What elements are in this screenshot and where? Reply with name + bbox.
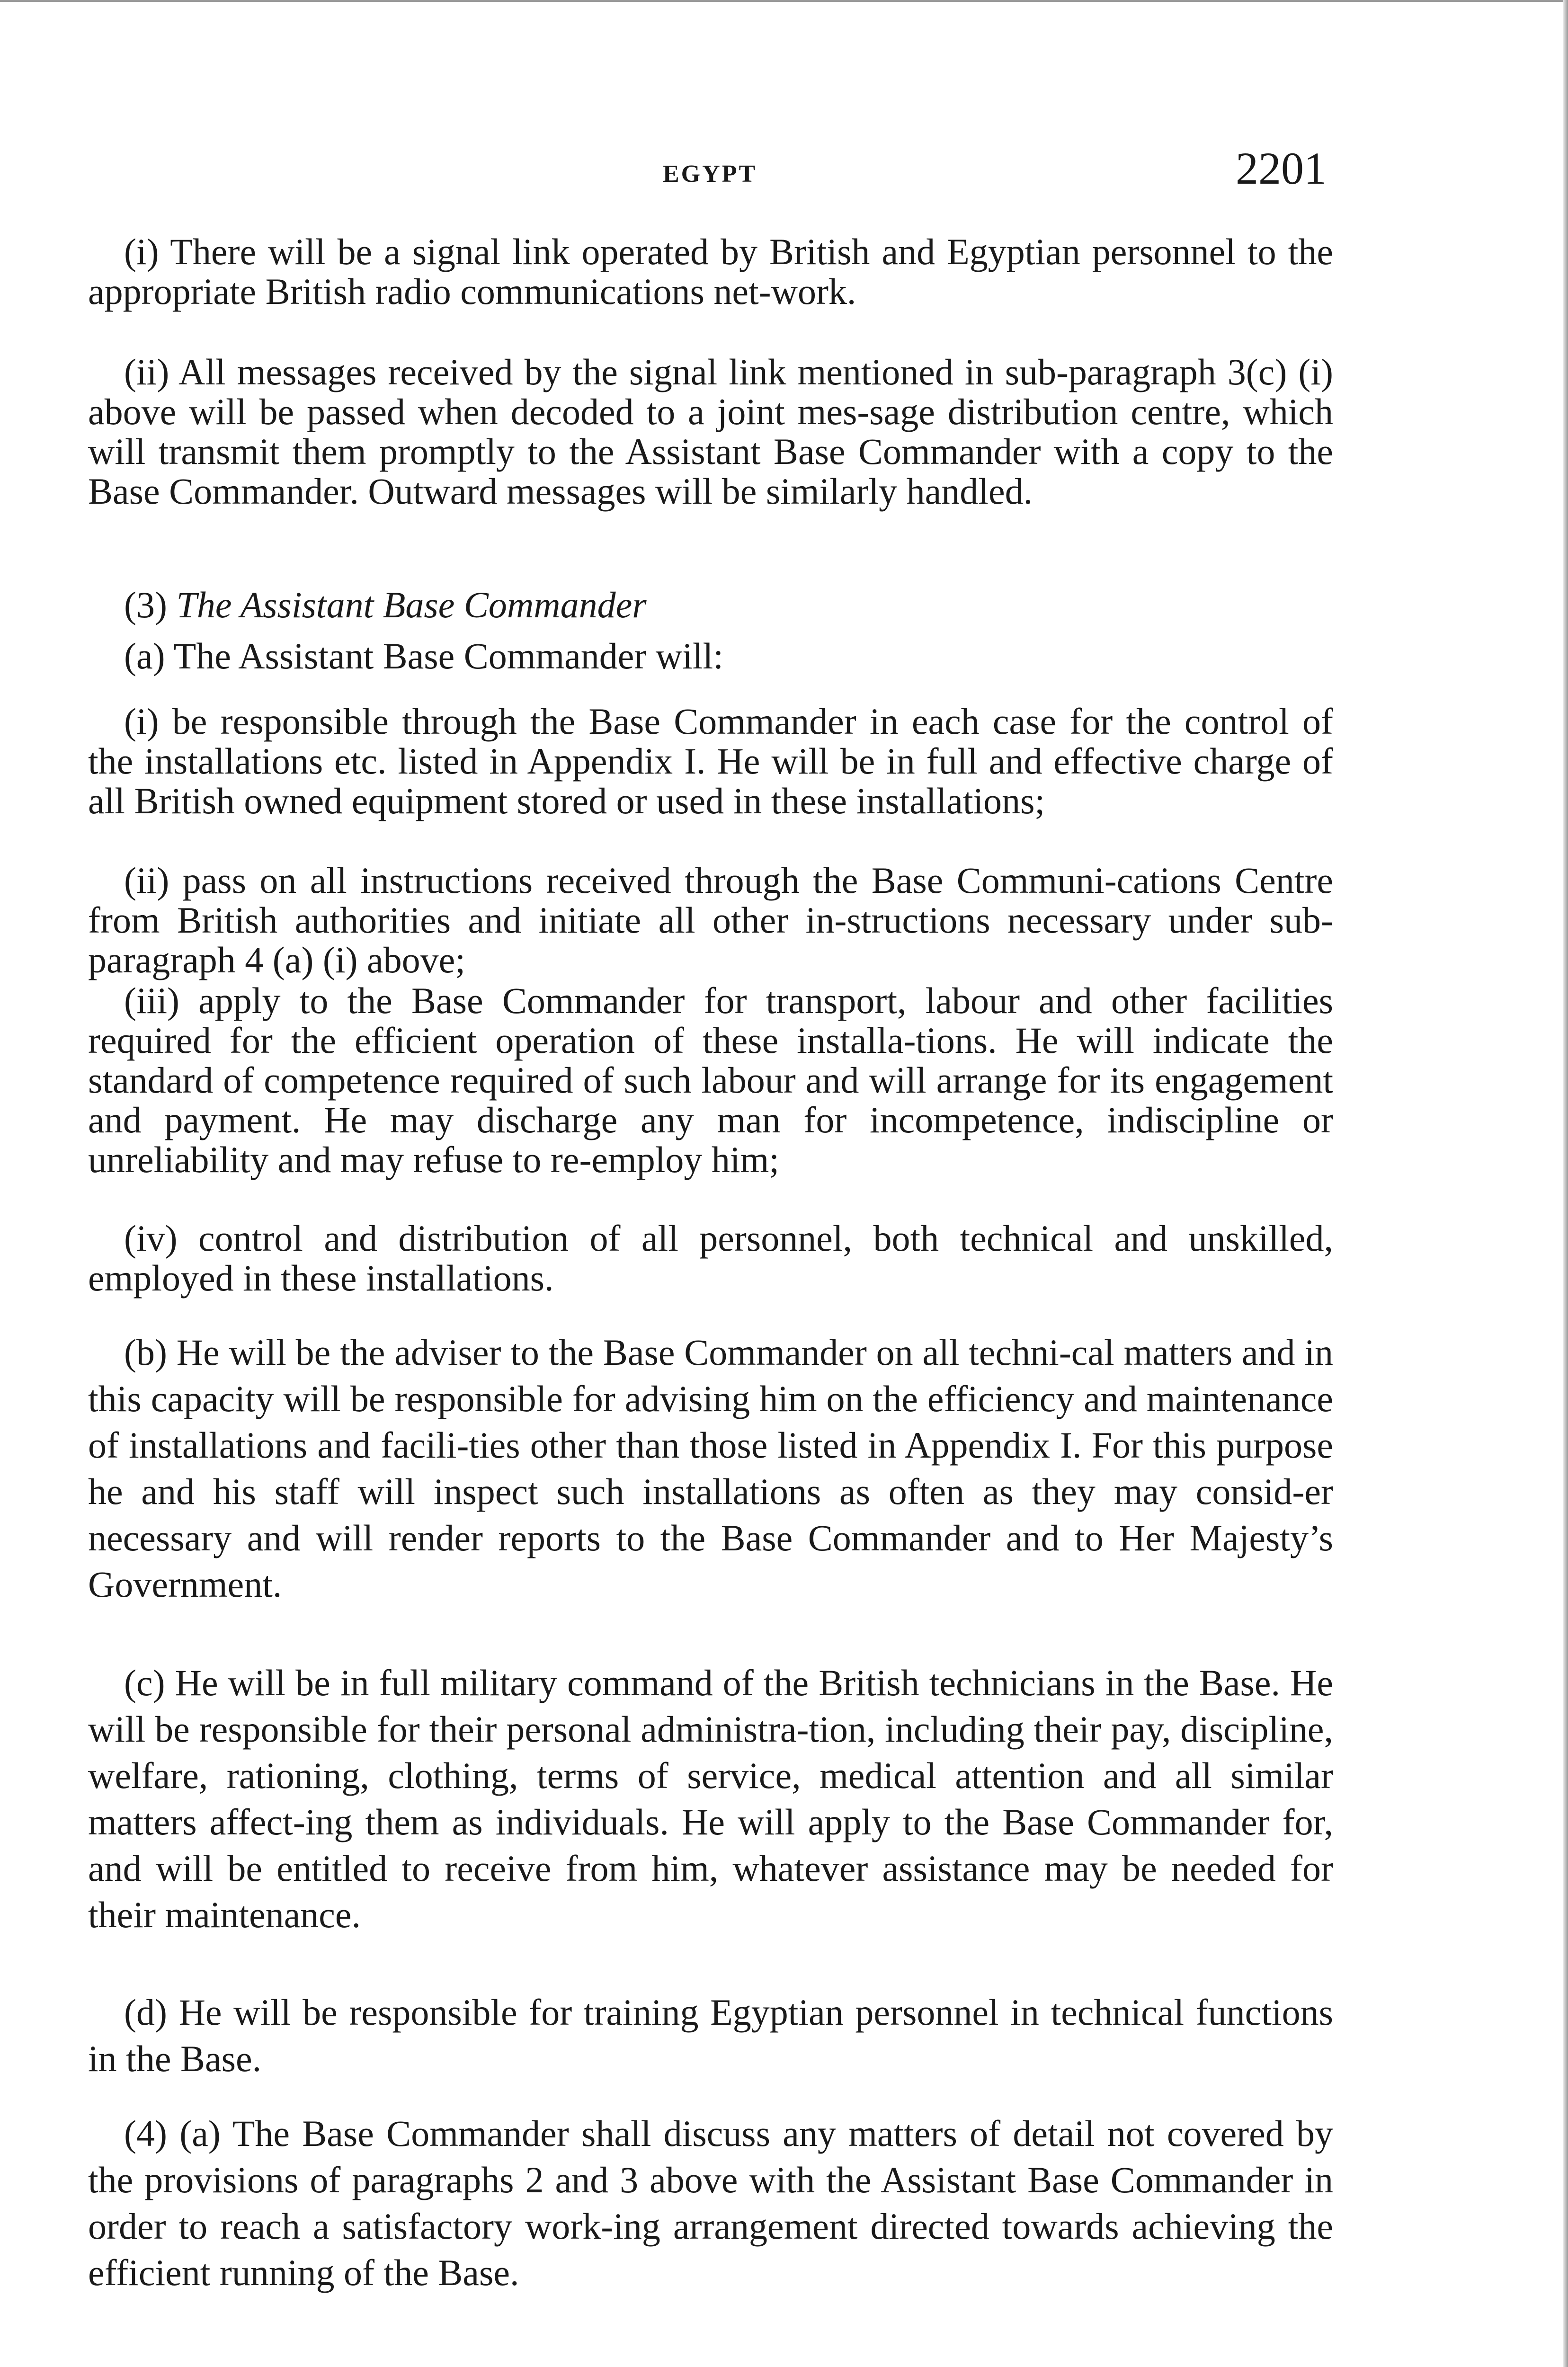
running-header-title: EGYPT [663, 160, 757, 187]
paragraph-3a: (a) The Assistant Base Commander will: [124, 635, 723, 676]
paragraph-3b: (b) He will be the adviser to the Base Commander on all techni-cal matters and in this capacity will be responsible for advising him on the efficiency and maintenance of installations and facili-ties other than those listed in Appendix I. For this purpose he and his staff will inspect such installations as often as they may consid-er necessary and will render reports to the Base Commander and to Her Majesty’s Government. [88, 1332, 1333, 1605]
paragraph-3a-iv: (iv) control and distribution of all personnel, both technical and unskilled, employed in these installations. [88, 1218, 1333, 1299]
section-title: The Assistant Base Commander [176, 584, 647, 625]
paragraph-4a: (4) (a) The Base Commander shall discuss any matters of detail not covered by the provisions of paragraphs 2 and 3 above with the Assistant Base Commander in order to reach a satisfactory work-ing arrangement directed towards achieving the efficient running of the Base. [88, 2113, 1333, 2293]
page-number: 2201 [1236, 143, 1327, 194]
paragraph-3a-ii: (ii) pass on all instructions received through the Base Communi-cations Centre from British authorities and initiate all other in-structions necessary under sub-paragraph 4 (a) (i) above; [88, 860, 1333, 980]
paragraph-3a-i: (i) be responsible through the Base Commander in each case for the control of the installations etc. listed in Appendix I. He will be in full and effective charge of all British owned equipment stored or used in these installations; [88, 701, 1333, 821]
section-heading-assistant-base-commander [88, 585, 1333, 625]
paragraph-3c: (c) He will be in full military command of the British technicians in the Base. He will be responsible for their personal administra-tion, including their pay, discipline, welfare, rationing, clothing, terms of service, medical attention and all similar matters affect-ing them as individuals. He will apply to the Base Commander for, and will be entitled to receive from him, whatever assistance may be needed for their maintenance. [88, 1662, 1333, 1935]
paragraph-signal-link: (i) There will be a signal link operated by British and Egyptian personnel to the appropriate British radio communications net-work. [88, 231, 1333, 312]
paragraph-3a-iii: (iii) apply to the Base Commander for transport, labour and other facilities required for the efficient operation of these installa-tions. He will indicate the standard of competence required of such labour and will arrange for its engagement and payment. He may discharge any man for incompetence, indiscipline or unreliability and may refuse to re-employ him; [88, 980, 1333, 1180]
page-top-edge [0, 0, 1568, 2]
paragraph-messages: (ii) All messages received by the signal link mentioned in sub-paragraph 3(c) (i) above will be passed when decoded to a joint mes-sage distribution centre, which will transmit them promptly to the Assistant Base Commander with a copy to the Base Commander. Outward messages will be similarly handled. [88, 351, 1333, 512]
page-binding-edge [1563, 0, 1568, 2367]
paragraph-3d: (d) He will be responsible for training Egyptian personnel in technical functions in the Base. [88, 1992, 1333, 2079]
section-number: (3) [124, 584, 167, 625]
